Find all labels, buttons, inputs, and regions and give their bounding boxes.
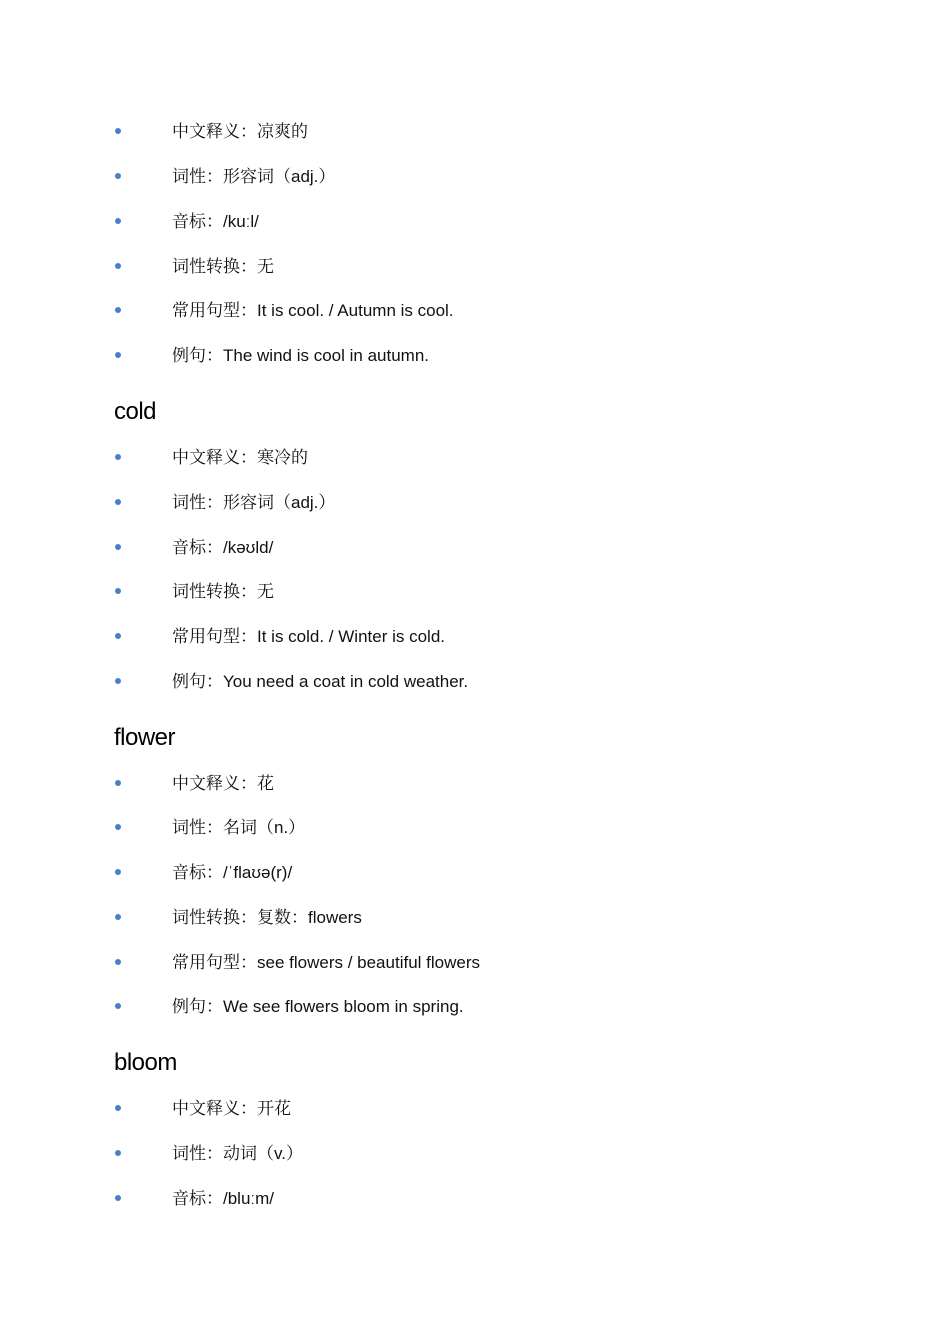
bullet-icon (115, 780, 121, 786)
bullet-icon (115, 588, 121, 594)
list-item (114, 255, 814, 279)
list-item (114, 210, 814, 234)
list-item (114, 906, 814, 930)
bullet-icon (115, 307, 121, 313)
list-item-text: 词性：形容词（adj.） (172, 493, 336, 512)
bullet-icon (115, 454, 121, 460)
list-item-text: 常用句型：see flowers / beautiful flowers (172, 953, 480, 972)
list-item (114, 491, 814, 515)
list-item-text: 音标：/ˈflaʊə(r)/ (172, 863, 293, 882)
list-item (114, 625, 814, 649)
list-item-text: 中文释义：寒冷的 (172, 448, 308, 467)
list-item-text: 常用句型：It is cool. / Autumn is cool. (172, 301, 454, 320)
bullet-icon (115, 263, 121, 269)
list-item-text: 例句：You need a coat in cold weather. (172, 672, 469, 691)
bullet-icon (115, 352, 121, 358)
bullet-icon (115, 633, 121, 639)
bullet-icon (115, 959, 121, 965)
list-item-text: 词性：名词（n.） (172, 818, 306, 837)
bullet-icon (115, 678, 121, 684)
list-item (114, 670, 814, 694)
bullet-icon (115, 544, 121, 550)
list-item-text: 词性转换：无 (172, 257, 274, 276)
list-item-text: 例句：The wind is cool in autumn. (172, 346, 429, 365)
list-item (114, 1187, 814, 1211)
list-item (114, 165, 814, 189)
word-heading: flower (114, 724, 176, 751)
list-item-text: 中文释义：开花 (172, 1099, 291, 1118)
bullet-icon (115, 1105, 121, 1111)
list-item (114, 299, 814, 323)
word-heading: bloom (114, 1049, 177, 1076)
list-item (114, 1142, 814, 1166)
list-item (114, 995, 814, 1019)
bullet-icon (115, 1003, 121, 1009)
list-item-text: 词性转换：无 (172, 582, 274, 601)
list-item (114, 772, 814, 796)
bullet-icon (115, 914, 121, 920)
list-item (114, 861, 814, 885)
list-item-text: 音标：/kuːl/ (172, 212, 259, 231)
list-item-text: 词性：动词（v.） (172, 1144, 303, 1163)
bullet-icon (115, 499, 121, 505)
list-item-text: 中文释义：花 (172, 774, 274, 793)
list-item-text: 词性：形容词（adj.） (172, 167, 336, 186)
bullet-icon (115, 869, 121, 875)
bullet-icon (115, 218, 121, 224)
list-item (114, 344, 814, 368)
bullet-icon (115, 824, 121, 830)
list-item-text: 常用句型：It is cold. / Winter is cold. (172, 627, 445, 646)
list-item-text: 音标：/bluːm/ (172, 1189, 275, 1208)
bullet-icon (115, 1195, 121, 1201)
bullet-icon (115, 173, 121, 179)
list-item (114, 580, 814, 604)
list-item-text: 例句：We see flowers bloom in spring. (172, 997, 464, 1016)
list-item (114, 816, 814, 840)
list-item-text: 中文释义：凉爽的 (172, 122, 308, 141)
list-item (114, 951, 814, 975)
list-item (114, 536, 814, 560)
list-item (114, 120, 814, 144)
list-item-text: 音标：/kəʊld/ (172, 538, 274, 557)
list-item (114, 446, 814, 470)
list-item-text: 词性转换：复数：flowers (172, 908, 362, 927)
bullet-icon (115, 1150, 121, 1156)
word-heading: cold (114, 398, 157, 425)
list-item (114, 1097, 814, 1121)
bullet-icon (115, 128, 121, 134)
